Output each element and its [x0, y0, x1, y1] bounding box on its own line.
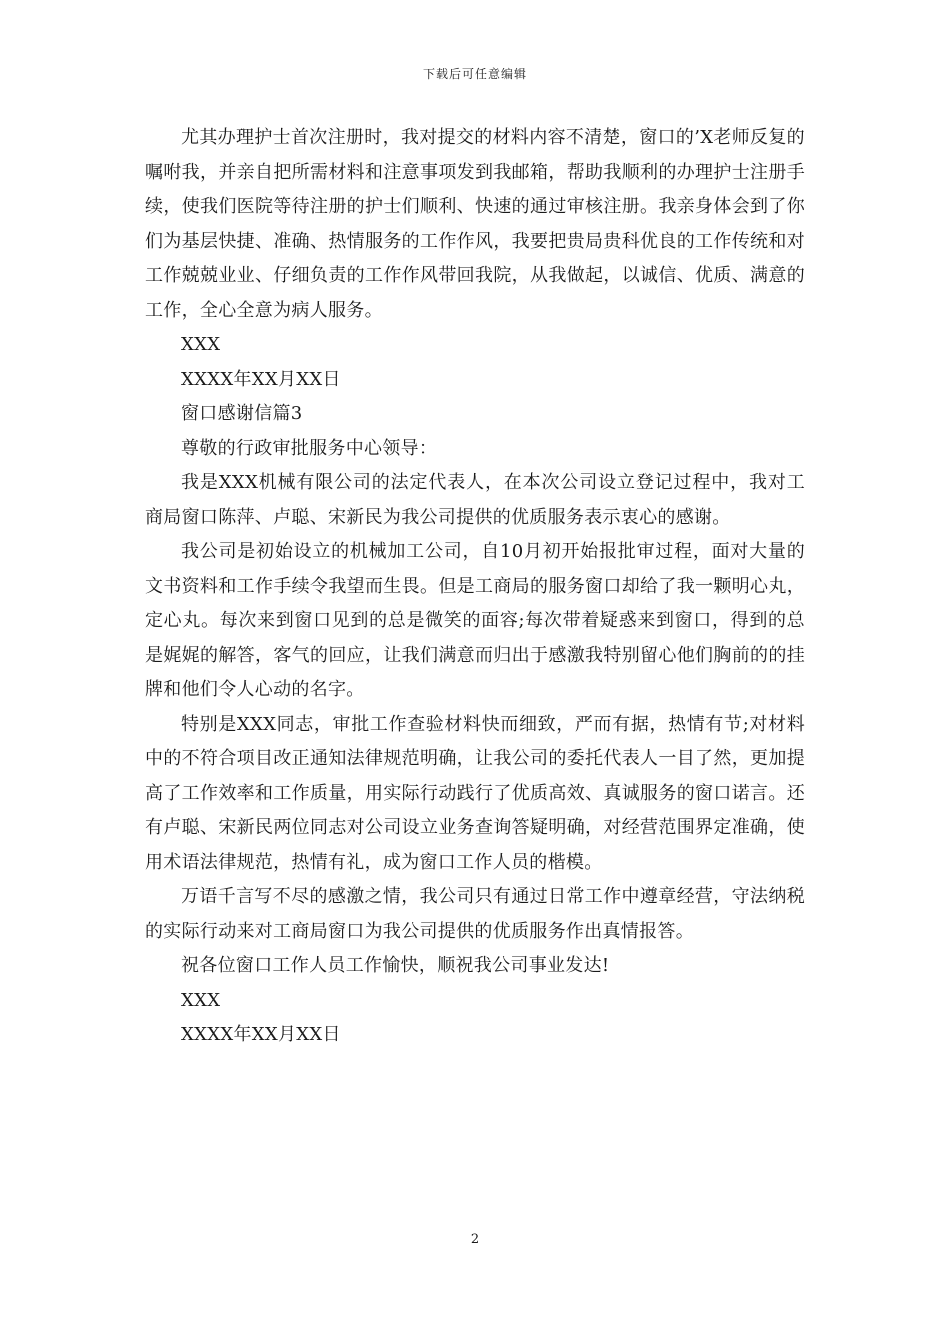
signature-date: XXXX年XX月XX日 [181, 1024, 341, 1045]
section-title: 窗口感谢信篇3 [181, 403, 303, 424]
document-body [145, 121, 805, 1053]
page-number: 2 [470, 1232, 480, 1247]
paragraph-gratitude: 万语千言写不尽的感激之情，我公司只有通过日常工作中遵章经营，守法纳税的实际行动来对工商局窗口为我公司提供的优质服务作出真情报答。 [145, 886, 805, 942]
letter-salutation: 尊敬的行政审批服务中心领导： [181, 437, 438, 459]
paragraph-staff-praise: 特别是XXX同志，审批工作查验材料快而细致，严而有据，热情有节;对材料中的不符合项目改正通知法律规范明确，让我公司的委托代表人一目了然，更加提高了工作效率和工作质量，用实际行动践行了优质高效、真诚服务的窗口诺言。还有卢聪、宋新民两位同志对公司设立业务查询答疑明确，对经营范围界定准确，使用术语法律规范，热情有礼，成为窗口工作人员的楷模。 [145, 713, 805, 873]
signature-name: XXX [181, 989, 221, 1011]
paragraph-service-experience: 我公司是初始设立的机械加工公司，自10月初开始报批审过程，面对大量的文书资料和工作手续令我望而生畏。但是工商局的服务窗口却给了我一颗明心丸，定心丸。每次来到窗口见到的总是微笑的面容;每次带着疑惑来到窗口，得到的总是娓娓的解答，客气的回应，让我们满意而归出于感激我特别留心他们胸前的的挂牌和他们令人心动的名字。 [145, 541, 805, 700]
signature-name: XXX [181, 334, 221, 355]
paragraph-closing-wishes: 祝各位窗口工作人员工作愉快，顺祝我公司事业发达! [181, 955, 610, 976]
signature-date: XXXX年XX月XX日 [181, 368, 341, 390]
page-header: 下载后可任意编辑 [422, 67, 527, 81]
paragraph-introduction: 我是XXX机械有限公司的法定代表人，在本次公司设立登记过程中，我对工商局窗口陈萍、卢聪、宋新民为我公司提供的优质服务表示衷心的感谢。 [145, 472, 805, 528]
paragraph-nurse-registration: 尤其办理护士首次注册时，我对提交的材料内容不清楚，窗口的’X老师反复的嘱咐我，并亲自把所需材料和注意事项发到我邮箱，帮助我顺利的办理护士注册手续，使我们医院等待注册的护士们顺利、快速的通过审核注册。我亲身体会到了你们为基层快捷、准确、热情服务的工作作风，我要把贵局贵科优良的工作传统和对工作兢兢业业、仔细负责的工作作风带回我院，从我做起，以诚信、优质、满意的工作，全心全意为病人服务。 [145, 127, 805, 321]
